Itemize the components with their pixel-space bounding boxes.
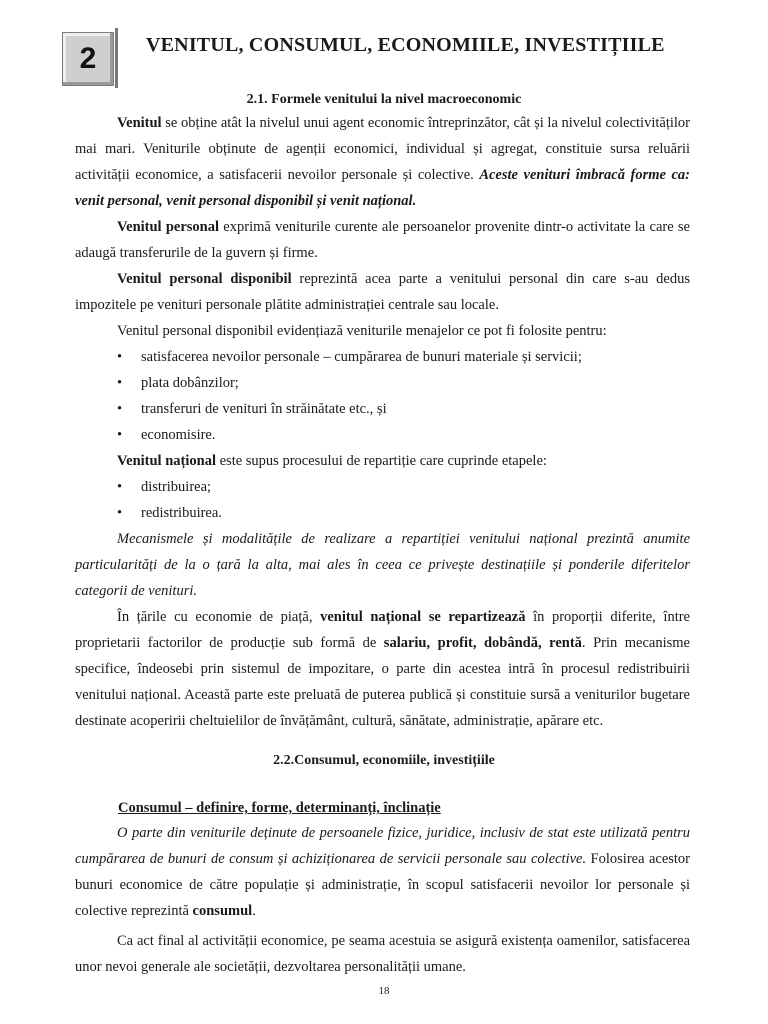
italic-text: Mecanismele și modalitățile de realizare a repartiției venitului național prezintă anumite particularități de la o țară la alta, mai ales în ceea ce privește destinațiile și ponderile diferitelor categorii de venituri. [75, 531, 690, 599]
term-consumul: consumul [192, 903, 253, 919]
list-item: • satisfacerea nevoilor personale – cumpărarea de bunuri materiale și servicii; [75, 344, 690, 370]
term-repartizare: venitul național se repartizează [320, 609, 526, 625]
list-item: • distribuirea; [75, 474, 690, 500]
list-item: • plata dobânzilor; [75, 370, 690, 396]
paragraph-uses-intro: Venitul personal disponibil evidențiază veniturile menajelor ce pot fi folosite pentru: [117, 323, 607, 339]
text: este supus procesului de repartiție care cuprinde etapele: [215, 453, 547, 469]
paragraph-venitul [75, 110, 690, 214]
text: exprimă veniturile curente ale persoanelor provenite dintr-o activitate la care se adaugă transferurile de la guvern și firme. [75, 219, 690, 261]
paragraph-venit-disponibil [75, 266, 690, 318]
list-item: • economisire. [75, 422, 690, 448]
term-venit-national: Venitul național [117, 453, 216, 469]
paragraph-consum-definition: O parte din veniturile deținute de persoanele fizice, juridice, inclusiv de stat este utilizată pentru cumpărarea de bunuri de consum și achiziționarea de servicii personale sau colective. Folosirea acestor bunuri economice de către populație și administrație, în scopul satisfacerii nevoilor lor personale și colective reprezintă consumul. [75, 825, 691, 919]
chapter-divider [115, 28, 118, 88]
uses-list [75, 344, 690, 448]
text: se obține atât la nivelul unui agent economic întreprinzător, cât și la nivelul colectivităților mai mari. Veniturile obținute de agenții economici, individual și agregat, constituie sursa reluării activității economice, a satisfacerii nevoilor personale și colective. [75, 115, 690, 183]
term-venit-disponibil: Venitul personal disponibil [117, 271, 292, 287]
italic-text: O parte din veniturile deținute de persoanele fizice, juridice, inclusiv de stat este utilizată pentru cumpărarea de bunuri de consum și achiziționarea de servicii personale sau colective. [75, 825, 690, 867]
chapter-number-badge [62, 32, 114, 86]
page-number: 18 [378, 985, 390, 997]
subheading-consumul: Consumul – definire, forme, determinanți, înclinație [118, 800, 441, 816]
paragraph-venit-personal [75, 214, 690, 266]
section-2-body [75, 820, 690, 980]
term-venitul: Venitul [117, 115, 162, 131]
list-item: • redistribuirea. [75, 500, 690, 526]
chapter-title: VENITUL, CONSUMUL, ECONOMIILE, INVESTIȚIILE [146, 34, 665, 56]
stages-list [75, 474, 690, 526]
text: reprezintă acea parte a venitului personal din care s-au dedus impozitele pe venituri personale plătite administrației centrale sau locale. [75, 271, 691, 313]
paragraph-venit-national [75, 448, 690, 474]
term-venit-personal: Venitul personal [117, 219, 220, 235]
chapter-number: 2 [79, 42, 97, 75]
section-1-body [75, 110, 690, 734]
emphasis-forms: Aceste venituri îmbracă forme ca: venit personal, venit personal disponibil și venit național. [75, 167, 690, 209]
term-forms-income: salariu, profit, dobândă, rentă [383, 635, 582, 651]
paragraph-act-final: Ca act final al activității economice, pe seama acestuia se asigură existența oamenilor, satisfacerea unor nevoi generale ale societății, dezvoltarea personalității umane. [75, 933, 690, 975]
section-title-2-1: 2.1. Formele venitului la nivel macroeconomic [246, 92, 522, 107]
paragraph-mecanisme [75, 526, 690, 604]
paragraph-tari-piata: În țările cu economie de piață, venitul național se repartizează în proporții diferite, între proprietarii factorilor de producție sub formă de salariu, profit, dobândă, rentă. Prin mecanisme specifice, îndeosebi prin sistemul de impozitare, o parte din acestea intră în procesul redistribuirii venitului național. Această parte este preluată de puterea publică și constituie sursă a veniturilor bugetare destinate acoperirii cheltuielilor de învățământ, cultură, sănătate, administrație, apărare etc. [75, 609, 690, 729]
section-title-2-2: 2.2.Consumul, economiile, investițiile [273, 753, 495, 768]
list-item: • transferuri de venituri în străinătate etc., și [75, 396, 690, 422]
